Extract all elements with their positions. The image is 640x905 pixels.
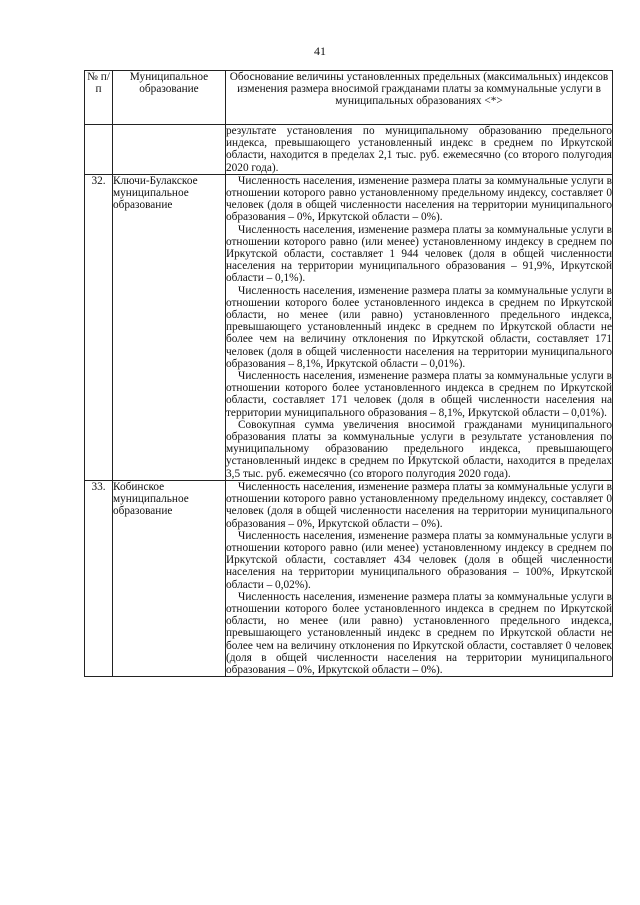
header-justification: Обоснование величины установленных предельных (максимальных) индексов изменения размера вносимой гражданами платы за коммунальные услуги в муниципальных образованиях <*> xyxy=(226,71,613,125)
row-number: 32. xyxy=(85,174,113,480)
table-row xyxy=(85,125,613,175)
row-justification xyxy=(226,125,613,175)
row-justification xyxy=(226,174,613,480)
page-number: 41 xyxy=(314,44,326,58)
paragraph: Численность населения, изменение размера платы за коммунальные услуги в отношении которого равно установленному предельному индексу, составляет 0 человек (доля в общей численности населения на территории муниципального образования – 0%, Иркутской области – 0%). xyxy=(226,480,612,530)
table-header-row xyxy=(85,71,613,125)
header-number: № п/п xyxy=(85,71,113,125)
table-row xyxy=(85,480,613,676)
paragraph: Численность населения, изменение размера платы за коммунальные услуги в отношении которого равно (или менее) установленному индексу в среднем по Иркутской области, составляет 434 человек (доля в общей численности населения на территории муниципального образования – 100%, Иркутской области – 0,02%). xyxy=(226,529,612,591)
row-municipality xyxy=(113,125,226,175)
row-number: 33. xyxy=(85,480,113,676)
paragraph: Численность населения, изменение размера платы за коммунальные услуги в отношении которого более установленного индекса в среднем по Иркутской области, составляет 171 человек (доля в общей численности населения на территории муниципального образования – 8,1%, Иркутской области – 0,01%). xyxy=(226,370,612,419)
paragraph: результате установления по муниципальному образованию предельного индекса, превышающего установленный индекс в среднем по Иркутской области, находится в пределах 2,1 тыс. руб. ежемесячно (со второго полугодия 2020 года). xyxy=(226,125,612,174)
row-justification xyxy=(226,480,613,676)
paragraph: Численность населения, изменение размера платы за коммунальные услуги в отношении которого равно установленному предельному индексу, составляет 0 человек (доля в общей численности населения на территории муниципального образования – 0%, Иркутской области – 0%). xyxy=(226,174,612,224)
paragraph: Совокупная сумма увеличения вносимой гражданами муниципального образования платы за коммунальные услуги в результате установления по муниципальному образованию предельного индекса, превышающего установленный индекс в среднем по Иркутской области, находится в пределах 3,5 тыс. руб. ежемесячно (со второго полугодия 2020 года). xyxy=(226,418,612,480)
paragraph: Численность населения, изменение размера платы за коммунальные услуги в отношении которого более установленного индекса в среднем по Иркутской области, но менее (или равно) установленного предельного индекса, превышающего установленный индекс в среднем по Иркутской области не более чем на величину отклонения по Иркутской области, составляет 171 человек (доля в общей численности населения на территории муниципального образования – 8,1%, Иркутской области – 0,01%). xyxy=(226,284,612,370)
justification-table xyxy=(84,70,613,677)
table-row xyxy=(85,174,613,480)
paragraph: Численность населения, изменение размера платы за коммунальные услуги в отношении которого равно (или менее) установленному индексу в среднем по Иркутской области, составляет 1 944 человек (доля в общей численности населения на территории муниципального образования – 91,9%, Иркутской области – 0,1%). xyxy=(226,223,612,285)
row-municipality: Кобинское муниципальное образование xyxy=(113,480,226,676)
row-number xyxy=(85,125,113,175)
header-municipality: Муниципальное образование xyxy=(113,71,226,125)
paragraph: Численность населения, изменение размера платы за коммунальные услуги в отношении которого более установленного индекса в среднем по Иркутской области, но менее (или равно) установленного предельного индекса, превышающего установленный индекс в среднем по Иркутской области не более чем на величину отклонения по Иркутской области, составляет 0 человек (доля в общей численности населения на территории муниципального образования – 0%, Иркутской области – 0%). xyxy=(226,590,612,676)
row-municipality: Ключи-Булакское муниципальное образование xyxy=(113,174,226,480)
